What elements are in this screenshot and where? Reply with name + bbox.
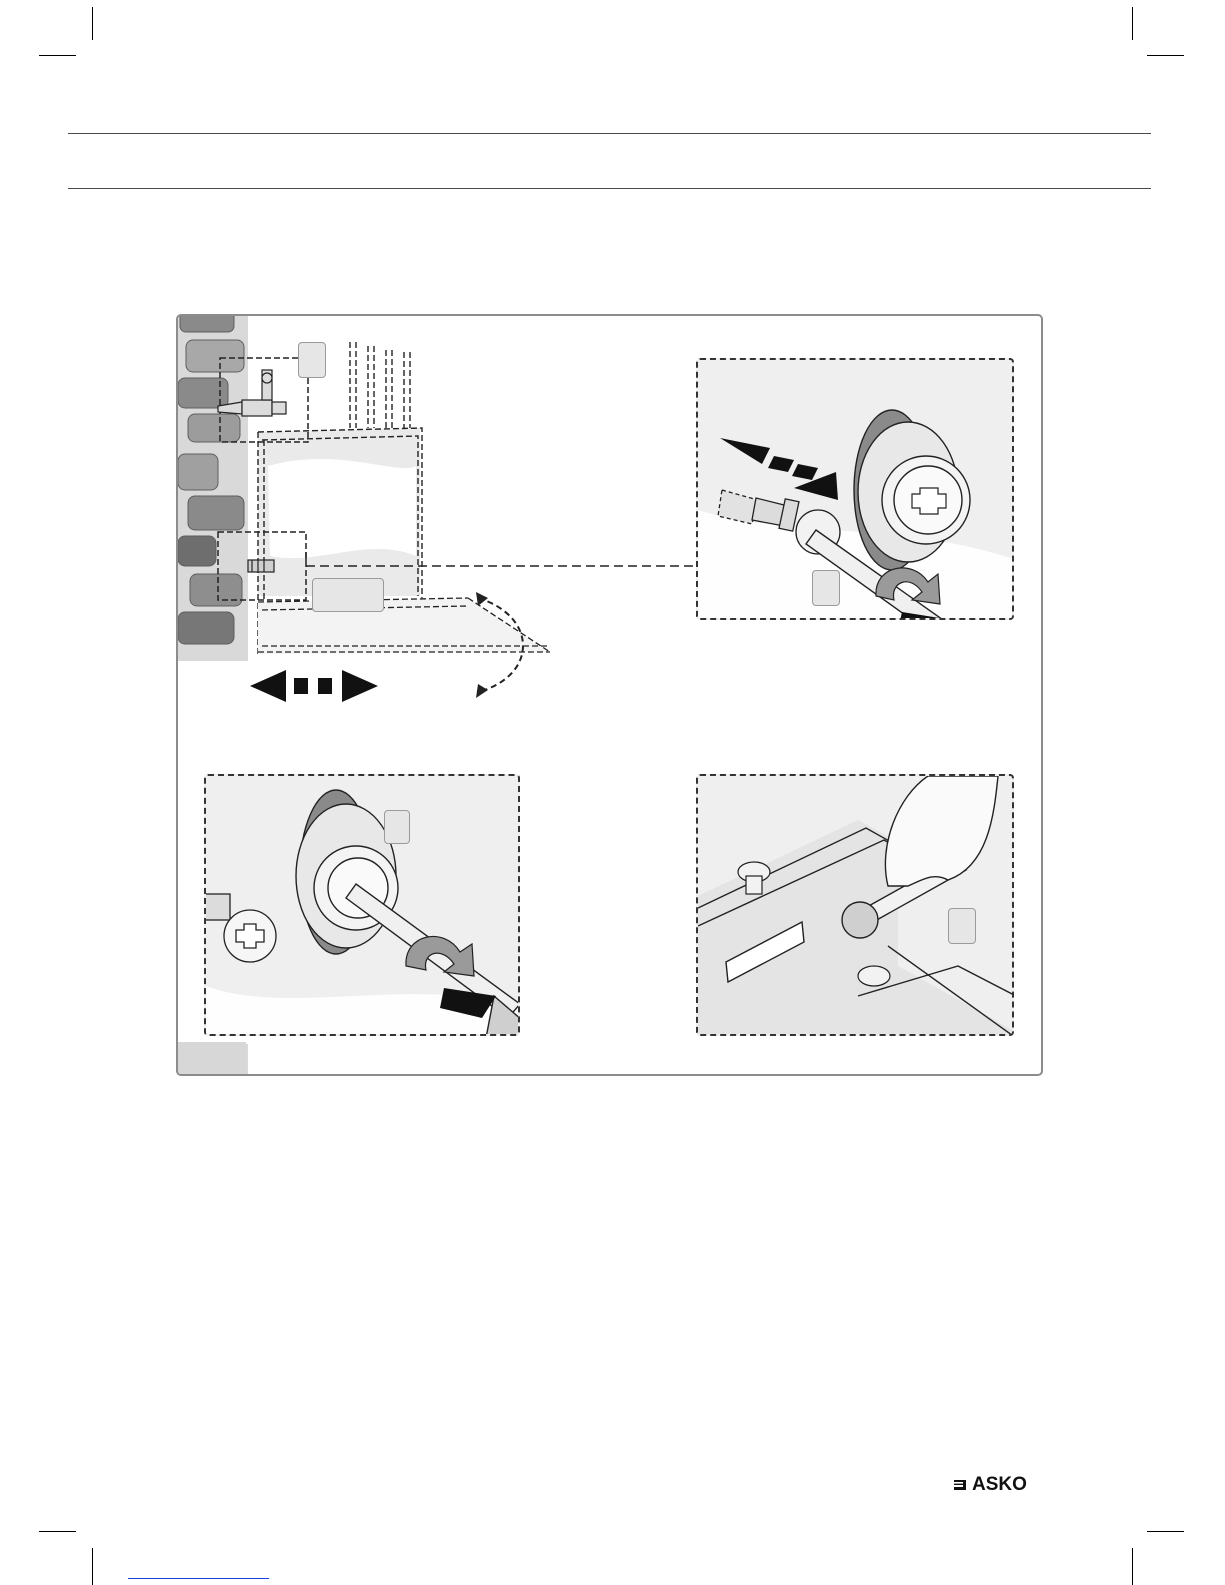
crop-mark [1132,1548,1133,1585]
inset-screw-insertion [696,358,1014,620]
installation-figure [176,314,1043,1076]
brand-name: ASKO [972,1474,1027,1495]
crop-mark [1132,7,1133,40]
header-rule-bottom [68,188,1151,189]
crop-mark [92,1548,93,1585]
callout-label-box [384,810,410,844]
crop-mark [1147,55,1184,56]
crop-mark [39,1531,76,1532]
asko-logo-icon [952,1478,968,1492]
crop-mark [39,55,76,56]
brand-logo [952,1474,1027,1496]
callout-label-box [948,908,976,944]
screw-tightening-illustration [206,776,520,1036]
inset-screw-tightening [204,774,520,1036]
screw-insertion-illustration [698,360,1014,620]
callout-label-box [312,578,384,612]
crop-mark [92,7,93,40]
callout-label-box [298,342,326,378]
wrench-tightening-illustration [698,776,1014,1036]
inset-wrench-tightening [696,774,1014,1036]
crop-mark [1147,1531,1184,1532]
callout-label-box [812,570,840,606]
header-rule-top [68,133,1151,134]
footer-link-underline [128,1578,269,1579]
